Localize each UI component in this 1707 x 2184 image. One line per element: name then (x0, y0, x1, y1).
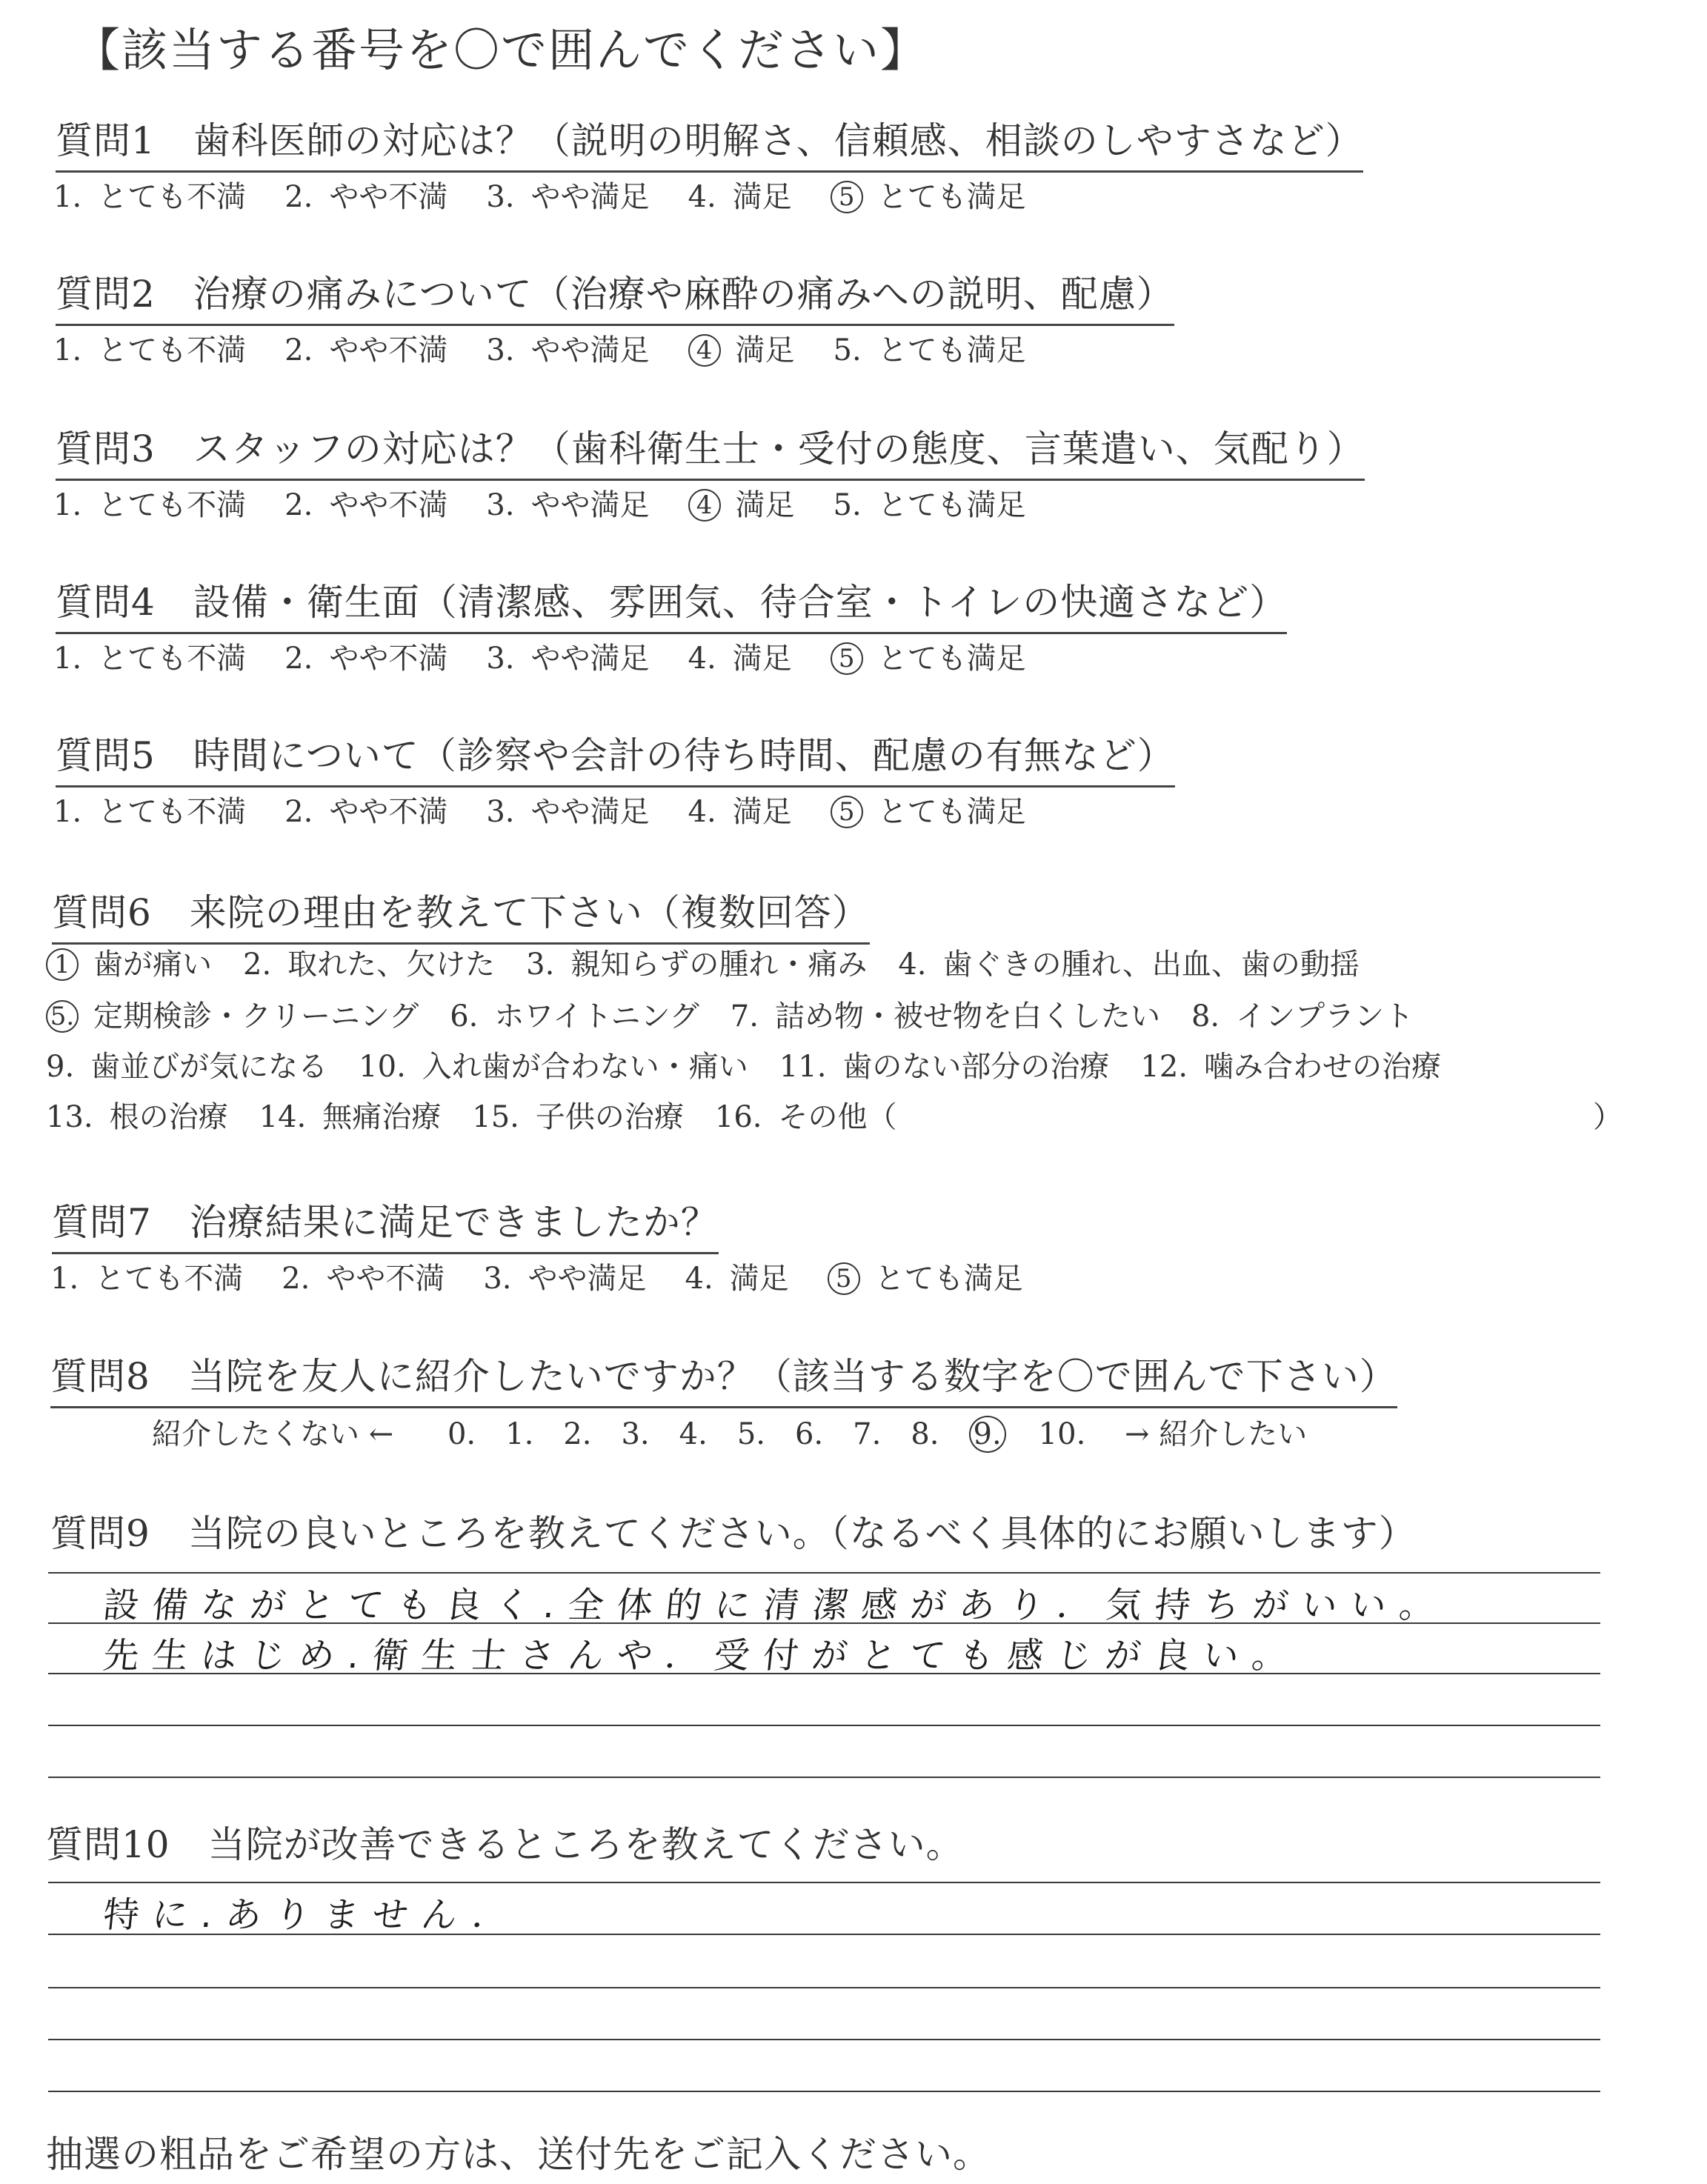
q4-option-4-number: 4. (688, 642, 716, 676)
q6-option-label: 入れ歯が合わない・痛い (422, 1050, 748, 1084)
q3-option-3-label: やや満足 (530, 488, 650, 522)
q1-option-2-number: 2. (284, 180, 313, 214)
q6-option-label: 歯のない部分の治療 (842, 1050, 1110, 1084)
q4-option-5[interactable] (831, 635, 1026, 677)
q2-option-2-number: 2. (284, 333, 313, 367)
q8-scale-3[interactable]: 3. (621, 1417, 650, 1451)
q6-option-number: 14. (259, 1100, 307, 1134)
q9-answer-line-2: 先生はじめ.衛生士さんや．受付がとても感じが良い。 (101, 1635, 1303, 1677)
q1-option-2-label: やや不満 (329, 180, 448, 214)
q5-option-3-label: やや満足 (530, 795, 650, 829)
q8-left-label: 紹介したくない ← (152, 1417, 394, 1451)
q8-scale-5[interactable]: 5. (736, 1417, 765, 1451)
q6-option-number: 12. (1140, 1050, 1188, 1084)
q6-option-4[interactable] (898, 941, 1360, 983)
q7-option-3-number: 3. (483, 1262, 512, 1296)
q6-option-11[interactable] (779, 1043, 1110, 1085)
q2-heading: 質問2 治療の痛みについて（治療や麻酔の痛みへの説明、配慮） (56, 264, 1174, 326)
q6-row-4 (46, 1093, 928, 1136)
q6-option-16[interactable] (715, 1093, 897, 1136)
q3-option-1[interactable] (53, 482, 246, 524)
q1-option-1[interactable] (53, 173, 246, 216)
q3-option-5-label: とても満足 (877, 488, 1026, 522)
q6-option-label: 取れた、欠けた (287, 948, 496, 982)
q6-heading: 質問6 来院の理由を教えて下さい（複数回答） (52, 883, 870, 945)
q7-option-1-label: とても不満 (95, 1262, 244, 1296)
q6-option-2[interactable] (243, 941, 495, 983)
q2-option-1-label: とても不満 (98, 333, 247, 367)
q1-heading: 質問1 歯科医師の対応は？（説明の明解さ、信頼感、相談のしやすさなど） (56, 111, 1363, 173)
q4-option-1-number: 1. (53, 642, 82, 676)
q1-option-3-label: やや満足 (530, 180, 650, 214)
q6-option-3[interactable] (526, 941, 867, 983)
q6-option-label: 根の治療 (109, 1100, 228, 1134)
q3-option-5-number: 5. (833, 488, 862, 522)
q5-option-1-label: とても不満 (98, 795, 247, 829)
q7-options (50, 1255, 1062, 1297)
q5-option-2-label: やや不満 (329, 795, 448, 829)
q5-option-2[interactable] (284, 788, 447, 830)
q6-option-8[interactable] (1191, 993, 1414, 1035)
q4-option-2-number: 2. (284, 642, 313, 676)
q3-option-2-number: 2. (284, 488, 313, 522)
q10-answer-line-1: 特に.ありません． (101, 1894, 524, 1936)
q5-option-3-number: 3. (486, 795, 515, 829)
q6-option-10[interactable] (359, 1043, 748, 1085)
q6-option-number: 13. (46, 1100, 93, 1134)
q5-option-1[interactable] (53, 788, 246, 830)
q2-option-1-number: 1. (53, 333, 82, 367)
q5-option-2-number: 2. (284, 795, 313, 829)
q2-option-2[interactable] (284, 327, 447, 369)
q7-option-5-label: とても満足 (874, 1262, 1023, 1296)
q5-heading: 質問5 時間について（診察や会計の待ち時間、配慮の有無など） (56, 726, 1175, 788)
q5-option-5[interactable] (831, 788, 1026, 830)
q3-option-2[interactable] (284, 482, 447, 524)
q3-option-2-label: やや不満 (329, 488, 448, 522)
q2-option-5-number: 5. (833, 333, 862, 367)
q7-option-3[interactable] (483, 1255, 646, 1297)
q6-option-number: 3. (526, 948, 555, 982)
q8-scale-10[interactable]: 10. (1038, 1417, 1086, 1451)
q6-option-9[interactable] (46, 1043, 327, 1085)
q6-option-number: 11. (779, 1050, 827, 1084)
q9-answer-line-1: 設備ながとても良く.全体的に清潔感があり．気持ちがいい。 (101, 1585, 1451, 1626)
q1-option-4[interactable] (688, 173, 792, 216)
q6-option-number: 10. (359, 1050, 406, 1084)
q7-option-4-label: 満足 (729, 1262, 789, 1296)
q1-option-4-number: 4. (688, 180, 716, 214)
q2-option-5[interactable] (833, 327, 1026, 369)
q8-heading: 質問8 当院を友人に紹介したいですか？（該当する数字を〇で囲んで下さい） (50, 1347, 1397, 1408)
q7-option-3-label: やや満足 (528, 1262, 647, 1296)
q6-option-12[interactable] (1140, 1043, 1441, 1085)
q7-option-2-label: やや不満 (326, 1262, 445, 1296)
q6-option-number: 7. (730, 999, 759, 1033)
q6-option-number: 15. (472, 1100, 519, 1134)
q10-line-3 (48, 1987, 1600, 1988)
q5-option-4[interactable] (688, 788, 792, 830)
q1-option-2[interactable] (284, 173, 447, 216)
q6-option-number: 1 (46, 948, 79, 981)
q6-option-label: インプラント (1236, 999, 1414, 1033)
q1-option-5-number: 5 (831, 181, 863, 213)
q6-option-1[interactable] (46, 941, 212, 983)
q5-option-5-number: 5 (831, 796, 863, 828)
q6-option-15[interactable] (472, 1093, 684, 1136)
q8-scale-7[interactable]: 7. (853, 1417, 882, 1451)
q6-option-label: 定期検診・クリーニング (93, 999, 419, 1033)
q2-option-2-label: やや不満 (329, 333, 448, 367)
q6-option-number: 16. (714, 1100, 762, 1134)
q6-option-number: 5. (46, 1000, 79, 1033)
q8-scale (152, 1411, 1337, 1453)
q3-option-1-label: とても不満 (98, 488, 247, 522)
q4-option-4[interactable] (688, 635, 792, 677)
q4-option-3-number: 3. (486, 642, 515, 676)
q6-option-number: 4. (898, 948, 927, 982)
q6-option-label: その他（ (778, 1100, 897, 1134)
q9-line-4 (48, 1725, 1600, 1726)
q3-heading: 質問3 スタッフの対応は？（歯科衛生士・受付の態度、言葉遣い、気配り） (56, 419, 1365, 481)
q8-right-label: → 紹介したい (1125, 1417, 1308, 1451)
q7-option-1[interactable] (50, 1255, 243, 1297)
q10-line-4 (48, 2039, 1600, 2040)
q6-option-label: 歯ぐきの腫れ、出血、歯の動揺 (942, 948, 1360, 982)
q1-option-3-number: 3. (486, 180, 515, 214)
q7-option-5-number: 5 (828, 1262, 860, 1295)
q2-option-3[interactable] (486, 327, 649, 369)
q6-option-label: ホワイトニング (494, 999, 699, 1033)
q6-option-number: 2. (243, 948, 272, 982)
q1-option-3[interactable] (486, 173, 649, 216)
q3-option-3-number: 3. (486, 488, 515, 522)
q6-option-6[interactable] (450, 993, 699, 1035)
q3-option-3[interactable] (486, 482, 649, 524)
q2-option-5-label: とても満足 (877, 333, 1026, 367)
q3-option-4-label: 満足 (735, 488, 795, 522)
q5-option-5-label: とても満足 (877, 795, 1026, 829)
q6-row-1 (46, 941, 1391, 983)
q2-option-4-label: 満足 (735, 333, 795, 367)
q1-option-1-number: 1. (53, 180, 82, 214)
q7-option-2-number: 2. (282, 1262, 310, 1296)
q4-option-2-label: やや不満 (329, 642, 448, 676)
q4-option-3[interactable] (486, 635, 649, 677)
q1-option-5[interactable] (831, 173, 1026, 216)
q8-scale-9[interactable]: 9. (969, 1416, 1006, 1453)
q8-scale-2[interactable]: 2. (563, 1417, 592, 1451)
q1-option-1-label: とても不満 (98, 180, 247, 214)
q2-options (53, 327, 1065, 369)
q3-option-4[interactable] (688, 482, 795, 524)
q3-option-5[interactable] (833, 482, 1026, 524)
q6-option-14[interactable] (259, 1093, 442, 1136)
q8-scale-8[interactable]: 8. (911, 1417, 939, 1451)
q2-option-4-number: 4 (688, 334, 721, 367)
q6-option-number: 8. (1191, 999, 1220, 1033)
q6-close-paren: ） (1593, 1100, 1623, 1134)
q4-option-5-number: 5 (831, 642, 863, 675)
q1-options (53, 173, 1065, 216)
q7-option-5[interactable] (828, 1255, 1023, 1297)
q5-option-3[interactable] (486, 788, 649, 830)
q7-option-4[interactable] (685, 1255, 789, 1297)
q10-line-5 (48, 2091, 1600, 2092)
q2-option-3-label: やや満足 (530, 333, 650, 367)
q4-options (53, 635, 1065, 677)
q7-option-2[interactable] (282, 1255, 445, 1297)
q7-heading: 質問7 治療結果に満足できましたか？ (52, 1193, 719, 1254)
q4-option-5-label: とても満足 (877, 642, 1026, 676)
q6-option-5[interactable] (46, 993, 419, 1035)
q6-option-number: 9. (46, 1050, 75, 1084)
q3-option-4-number: 4 (688, 489, 721, 522)
q7-option-1-number: 1. (50, 1262, 79, 1296)
q6-option-label: 親知らずの腫れ・痛み (570, 948, 868, 982)
q6-option-label: 歯が痛い (93, 948, 212, 982)
q4-heading: 質問4 設備・衛生面（清潔感、雰囲気、待合室・トイレの快適さなど） (56, 573, 1287, 634)
q1-option-4-label: 満足 (732, 180, 792, 214)
q6-option-label: 子供の治療 (535, 1100, 684, 1134)
q4-option-2[interactable] (284, 635, 447, 677)
q6-option-label: 無痛治療 (322, 1100, 442, 1134)
q6-option-13[interactable] (46, 1093, 228, 1136)
footer-note: 抽選の粗品をご希望の方は、送付先をご記入ください。 (46, 2133, 991, 2176)
q6-row-2 (46, 993, 1445, 1035)
q4-option-4-label: 満足 (732, 642, 792, 676)
q4-option-1-label: とても不満 (98, 642, 247, 676)
q8-scale-4[interactable]: 4. (679, 1417, 708, 1451)
q3-options (53, 482, 1065, 524)
q5-option-4-label: 満足 (732, 795, 792, 829)
q10-line-1 (48, 1882, 1600, 1883)
q5-options (53, 788, 1065, 830)
q5-option-4-number: 4. (688, 795, 716, 829)
q6-option-number: 6. (450, 999, 479, 1033)
q10-heading: 質問10 当院が改善できるところを教えてください。 (46, 1823, 964, 1866)
q6-option-label: 歯並びが気になる (90, 1050, 328, 1084)
q3-option-1-number: 1. (53, 488, 82, 522)
q8-scale-1[interactable]: 1. (505, 1417, 534, 1451)
q8-scale-0[interactable]: 0. (447, 1417, 476, 1451)
q2-option-1[interactable] (53, 327, 246, 369)
q6-option-label: 詰め物・被せ物を白くしたい (774, 999, 1160, 1033)
q5-option-1-number: 1. (53, 795, 82, 829)
page-title: 【該当する番号を〇で囲んでください】 (74, 23, 928, 77)
q9-line-5 (48, 1777, 1600, 1778)
q9-line-1 (48, 1572, 1600, 1574)
q4-option-3-label: やや満足 (530, 642, 650, 676)
q1-option-5-label: とても満足 (877, 180, 1026, 214)
q6-row-3 (46, 1043, 1472, 1085)
q9-heading: 質問9 当院の良いところを教えてください。（なるべく具体的にお願いします） (50, 1512, 1417, 1555)
q8-scale-6[interactable]: 6. (794, 1417, 824, 1451)
q6-option-label: 噛み合わせの治療 (1204, 1050, 1442, 1084)
q6-option-7[interactable] (731, 993, 1160, 1035)
q7-option-4-number: 4. (685, 1262, 713, 1296)
q2-option-3-number: 3. (486, 333, 515, 367)
q2-option-4[interactable] (688, 327, 795, 369)
q4-option-1[interactable] (53, 635, 246, 677)
